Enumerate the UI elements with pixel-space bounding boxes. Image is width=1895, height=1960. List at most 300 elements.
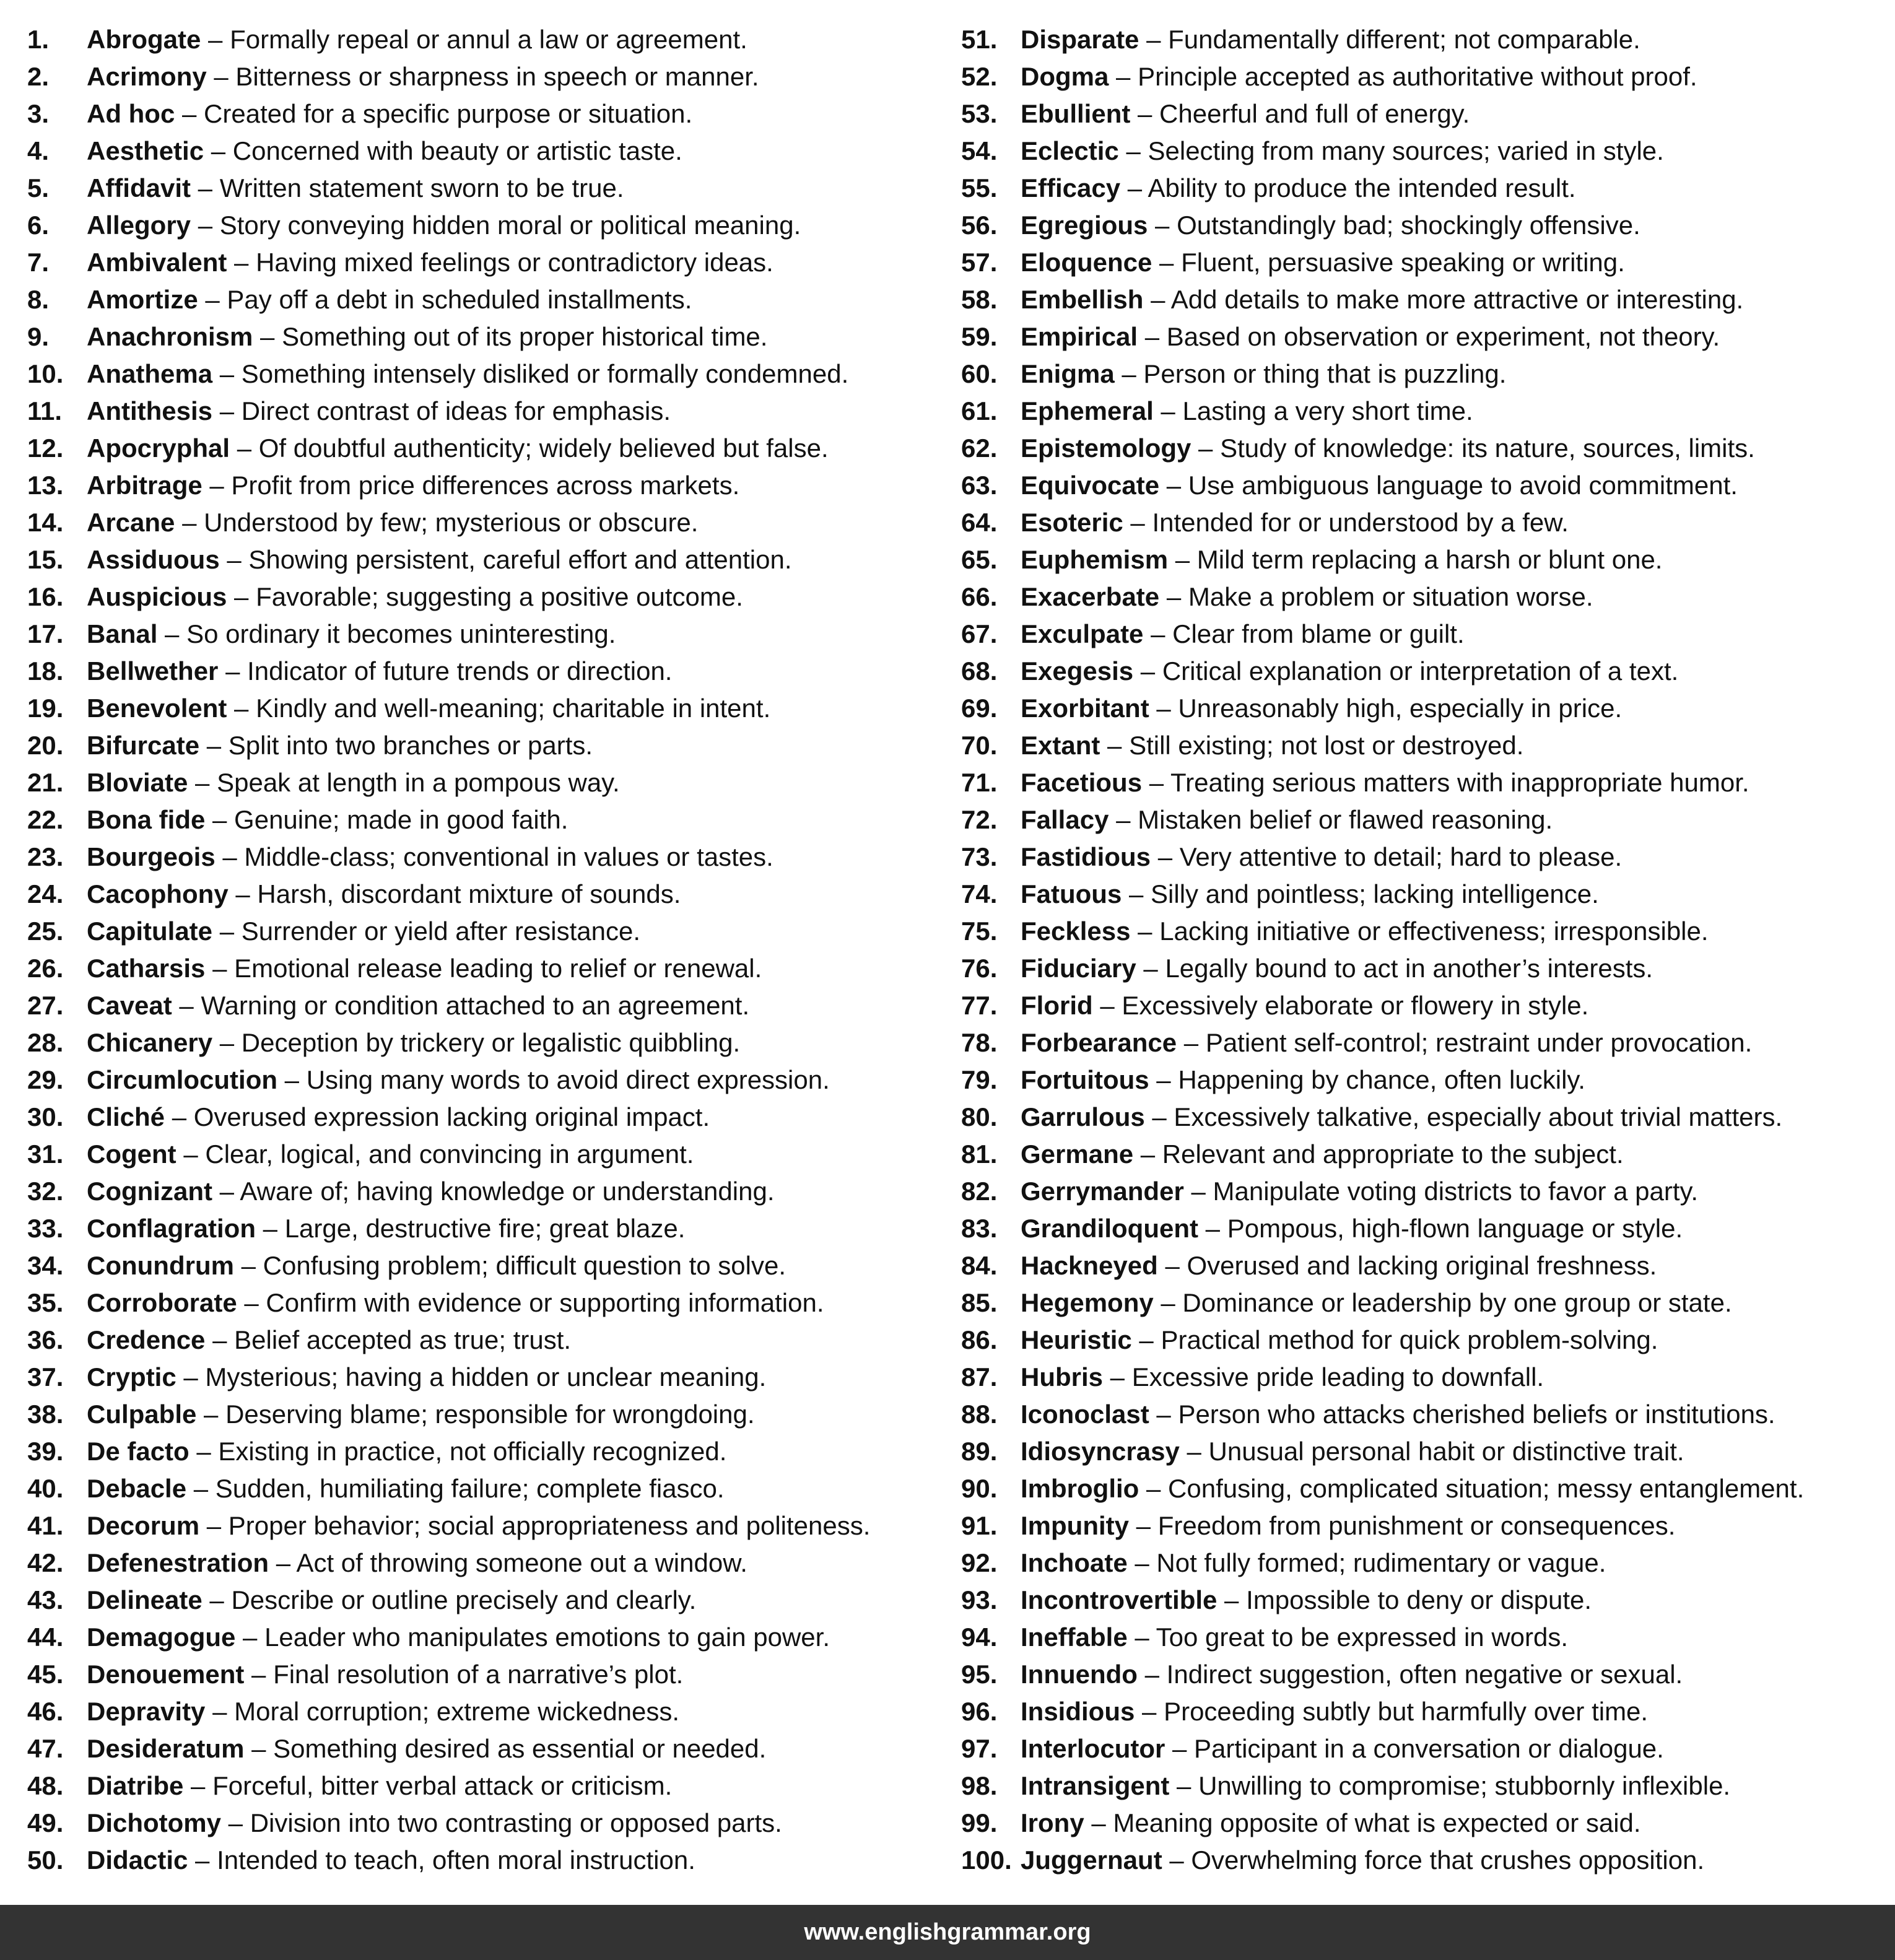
item-number: 80. bbox=[961, 1102, 998, 1131]
item-term: Incontrovertible bbox=[1021, 1585, 1218, 1614]
list-item bbox=[27, 838, 956, 876]
item-separator: – bbox=[191, 173, 220, 203]
item-number: 12. bbox=[27, 433, 64, 463]
list-item bbox=[961, 1656, 1890, 1693]
item-term: Hegemony bbox=[1021, 1288, 1154, 1317]
item-number: 37. bbox=[27, 1362, 64, 1392]
item-term: De facto bbox=[87, 1437, 190, 1466]
item-definition: Showing persistent, careful effort and attention. bbox=[248, 545, 792, 574]
item-term: Arbitrage bbox=[87, 471, 203, 500]
item-text bbox=[1021, 1322, 1658, 1359]
item-separator: – bbox=[205, 1325, 235, 1354]
item-term: Auspicious bbox=[87, 582, 227, 611]
item-number: 46. bbox=[27, 1697, 64, 1726]
item-text bbox=[1021, 207, 1640, 244]
item-definition: Treating serious matters with inappropriate humor. bbox=[1170, 768, 1749, 797]
item-number: 18. bbox=[27, 656, 64, 686]
item-number: 82. bbox=[961, 1177, 998, 1206]
item-number: 75. bbox=[961, 917, 998, 946]
item-term: Debacle bbox=[87, 1474, 187, 1503]
item-term: Feckless bbox=[1021, 917, 1131, 946]
item-separator: – bbox=[165, 1102, 194, 1131]
item-term: Eloquence bbox=[1021, 248, 1152, 277]
item-separator: – bbox=[212, 1028, 242, 1057]
list-item bbox=[961, 1805, 1890, 1842]
item-number: 42. bbox=[27, 1548, 64, 1577]
item-separator: – bbox=[1162, 1845, 1191, 1875]
list-item bbox=[961, 1582, 1890, 1619]
item-number: 73. bbox=[961, 842, 998, 871]
item-text bbox=[1021, 1805, 1641, 1842]
item-definition: Add details to make more attractive or interesting. bbox=[1170, 285, 1744, 314]
list-item bbox=[961, 504, 1890, 541]
item-separator: – bbox=[1149, 1400, 1178, 1429]
item-text bbox=[87, 318, 767, 355]
item-number: 69. bbox=[961, 694, 998, 723]
item-number: 19. bbox=[27, 694, 64, 723]
item-number: 97. bbox=[961, 1734, 998, 1763]
list-item bbox=[27, 1284, 956, 1322]
item-number: 56. bbox=[961, 211, 998, 240]
list-item bbox=[961, 467, 1890, 504]
item-text bbox=[1021, 1284, 1732, 1322]
item-definition: Favorable; suggesting a positive outcome. bbox=[256, 582, 743, 611]
list-item bbox=[961, 1396, 1890, 1433]
list-item bbox=[27, 1730, 956, 1767]
item-term: Conflagration bbox=[87, 1214, 256, 1243]
list-item bbox=[961, 170, 1890, 207]
item-number: 70. bbox=[961, 731, 998, 760]
item-number: 43. bbox=[27, 1585, 64, 1614]
item-term: Interlocutor bbox=[1021, 1734, 1165, 1763]
item-definition: Excessively elaborate or flowery in style. bbox=[1122, 991, 1589, 1020]
item-text bbox=[87, 1173, 775, 1210]
item-text bbox=[87, 801, 568, 838]
item-text bbox=[1021, 1210, 1683, 1247]
list-item bbox=[961, 318, 1890, 355]
item-separator: – bbox=[199, 1511, 229, 1540]
list-item bbox=[27, 21, 956, 58]
item-separator: – bbox=[212, 396, 242, 425]
item-text bbox=[87, 1061, 830, 1099]
item-text bbox=[87, 1656, 683, 1693]
item-term: Culpable bbox=[87, 1400, 197, 1429]
list-item bbox=[961, 1322, 1890, 1359]
list-item bbox=[961, 838, 1890, 876]
item-number: 85. bbox=[961, 1288, 998, 1317]
item-definition: Pay off a debt in scheduled installments. bbox=[227, 285, 692, 314]
item-definition: Aware of; having knowledge or understanding. bbox=[240, 1177, 775, 1206]
item-text bbox=[87, 1099, 710, 1136]
item-separator: – bbox=[1149, 694, 1178, 723]
item-term: Efficacy bbox=[1021, 173, 1121, 203]
list-item bbox=[961, 1693, 1890, 1730]
item-number: 40. bbox=[27, 1474, 64, 1503]
item-definition: Direct contrast of ideas for emphasis. bbox=[241, 396, 671, 425]
list-item bbox=[27, 430, 956, 467]
item-number: 30. bbox=[27, 1102, 64, 1131]
item-text bbox=[1021, 58, 1697, 95]
item-number: 67. bbox=[961, 619, 998, 648]
item-definition: Fluent, persuasive speaking or writing. bbox=[1181, 248, 1625, 277]
list-item bbox=[27, 355, 956, 393]
list-item bbox=[27, 1136, 956, 1173]
item-term: Impunity bbox=[1021, 1511, 1129, 1540]
item-separator: – bbox=[1133, 656, 1162, 686]
item-text bbox=[1021, 913, 1709, 950]
item-definition: Still existing; not lost or destroyed. bbox=[1129, 731, 1524, 760]
item-separator: – bbox=[1183, 1177, 1213, 1206]
item-definition: Person or thing that is puzzling. bbox=[1143, 359, 1507, 388]
item-text bbox=[87, 653, 672, 690]
list-item bbox=[27, 913, 956, 950]
item-term: Juggernaut bbox=[1021, 1845, 1162, 1875]
item-term: Didactic bbox=[87, 1845, 188, 1875]
list-item bbox=[27, 764, 956, 801]
item-separator: – bbox=[1148, 211, 1177, 240]
item-text bbox=[1021, 838, 1622, 876]
item-separator: – bbox=[1109, 62, 1138, 91]
item-term: Fiduciary bbox=[1021, 954, 1136, 983]
item-number: 28. bbox=[27, 1028, 64, 1057]
item-separator: – bbox=[244, 1734, 274, 1763]
item-term: Bifurcate bbox=[87, 731, 200, 760]
item-definition: Overwhelming force that crushes opposition. bbox=[1191, 1845, 1705, 1875]
item-separator: – bbox=[1118, 136, 1148, 165]
item-separator: – bbox=[277, 1065, 307, 1094]
item-text bbox=[1021, 95, 1470, 133]
item-term: Bourgeois bbox=[87, 842, 216, 871]
item-text bbox=[1021, 1619, 1568, 1656]
item-definition: Silly and pointless; lacking intelligence. bbox=[1151, 879, 1599, 908]
item-definition: Created for a specific purpose or situation. bbox=[204, 99, 693, 128]
item-number: 29. bbox=[27, 1065, 64, 1094]
item-text bbox=[87, 207, 801, 244]
item-term: Affidavit bbox=[87, 173, 191, 203]
item-definition: Story conveying hidden moral or political meaning. bbox=[219, 211, 801, 240]
item-text bbox=[1021, 1024, 1752, 1061]
item-number: 49. bbox=[27, 1808, 64, 1837]
item-separator: – bbox=[219, 545, 249, 574]
item-separator: – bbox=[206, 62, 236, 91]
item-number: 54. bbox=[961, 136, 998, 165]
list-item bbox=[961, 58, 1890, 95]
item-term: Euphemism bbox=[1021, 545, 1169, 574]
item-definition: Concerned with beauty or artistic taste. bbox=[232, 136, 682, 165]
item-term: Germane bbox=[1021, 1139, 1134, 1169]
item-text bbox=[1021, 504, 1569, 541]
item-term: Fallacy bbox=[1021, 805, 1109, 834]
item-text bbox=[1021, 1247, 1657, 1284]
item-definition: Middle-class; conventional in values or tastes. bbox=[244, 842, 773, 871]
item-separator: – bbox=[1127, 1548, 1157, 1577]
item-term: Innuendo bbox=[1021, 1660, 1138, 1689]
item-separator: – bbox=[175, 508, 204, 537]
item-number: 84. bbox=[961, 1251, 998, 1280]
list-item bbox=[961, 1024, 1890, 1061]
left-column bbox=[27, 21, 956, 1879]
item-text bbox=[1021, 1544, 1606, 1582]
item-separator: – bbox=[1153, 396, 1183, 425]
list-item bbox=[961, 950, 1890, 987]
item-text bbox=[87, 1396, 755, 1433]
list-item bbox=[27, 727, 956, 764]
item-text bbox=[1021, 355, 1506, 393]
item-text bbox=[87, 541, 792, 578]
item-number: 61. bbox=[961, 396, 998, 425]
item-text bbox=[1021, 1582, 1592, 1619]
item-number: 17. bbox=[27, 619, 64, 648]
item-definition: Large, destructive fire; great blaze. bbox=[284, 1214, 686, 1243]
item-term: Insidious bbox=[1021, 1697, 1135, 1726]
item-term: Assiduous bbox=[87, 545, 220, 574]
item-term: Benevolent bbox=[87, 694, 227, 723]
item-text bbox=[1021, 1396, 1775, 1433]
item-term: Dogma bbox=[1021, 62, 1109, 91]
item-definition: Written statement sworn to be true. bbox=[219, 173, 624, 203]
item-separator: – bbox=[1120, 173, 1148, 203]
item-number: 64. bbox=[961, 508, 998, 537]
item-term: Eclectic bbox=[1021, 136, 1119, 165]
item-separator: – bbox=[188, 1845, 217, 1875]
item-text bbox=[1021, 1136, 1624, 1173]
item-term: Antithesis bbox=[87, 396, 213, 425]
item-separator: – bbox=[205, 1697, 235, 1726]
item-text bbox=[1021, 1842, 1704, 1879]
list-item bbox=[27, 1805, 956, 1842]
item-term: Chicanery bbox=[87, 1028, 213, 1057]
list-item bbox=[27, 1842, 956, 1879]
item-definition: Kindly and well-meaning; charitable in intent. bbox=[256, 694, 771, 723]
item-separator: – bbox=[212, 359, 242, 388]
item-definition: Very attentive to detail; hard to please. bbox=[1179, 842, 1623, 871]
item-term: Exculpate bbox=[1021, 619, 1144, 648]
item-number: 4. bbox=[27, 136, 50, 165]
list-item bbox=[27, 1061, 956, 1099]
list-item bbox=[961, 1544, 1890, 1582]
item-separator: – bbox=[228, 879, 258, 908]
list-item bbox=[27, 244, 956, 281]
list-item bbox=[27, 1433, 956, 1470]
item-number: 68. bbox=[961, 656, 998, 686]
item-definition: Something desired as essential or needed. bbox=[273, 1734, 767, 1763]
item-definition: Confusing problem; difficult question to solve. bbox=[263, 1251, 786, 1280]
list-item bbox=[961, 1284, 1890, 1322]
item-term: Garrulous bbox=[1021, 1102, 1145, 1131]
item-number: 77. bbox=[961, 991, 998, 1020]
item-number: 11. bbox=[27, 396, 63, 425]
item-definition: Too great to be expressed in words. bbox=[1156, 1622, 1569, 1652]
item-separator: – bbox=[1157, 1251, 1187, 1280]
item-text bbox=[1021, 1470, 1804, 1507]
item-number: 10. bbox=[27, 359, 64, 388]
item-number: 86. bbox=[961, 1325, 998, 1354]
list-item bbox=[27, 578, 956, 616]
item-term: Inchoate bbox=[1021, 1548, 1128, 1577]
item-term: Corroborate bbox=[87, 1288, 237, 1317]
item-term: Desideratum bbox=[87, 1734, 245, 1763]
item-text bbox=[87, 1693, 679, 1730]
item-number: 6. bbox=[27, 211, 50, 240]
item-term: Diatribe bbox=[87, 1771, 184, 1800]
item-term: Cliché bbox=[87, 1102, 165, 1131]
item-definition: Surrender or yield after resistance. bbox=[241, 917, 641, 946]
item-definition: Mild term replacing a harsh or blunt one. bbox=[1196, 545, 1663, 574]
footer-bar bbox=[0, 1905, 1895, 1960]
item-definition: Critical explanation or interpretation of a text. bbox=[1162, 656, 1679, 686]
item-text bbox=[1021, 727, 1523, 764]
item-number: 99. bbox=[961, 1808, 998, 1837]
item-text bbox=[1021, 430, 1755, 467]
list-item bbox=[27, 1767, 956, 1805]
item-text bbox=[87, 727, 593, 764]
item-number: 95. bbox=[961, 1660, 998, 1689]
list-item bbox=[27, 133, 956, 170]
item-separator: – bbox=[205, 805, 235, 834]
item-separator: – bbox=[176, 1139, 206, 1169]
item-text bbox=[87, 95, 692, 133]
item-text bbox=[87, 170, 624, 207]
item-number: 59. bbox=[961, 322, 998, 351]
item-definition: Clear from blame or guilt. bbox=[1172, 619, 1465, 648]
item-term: Forbearance bbox=[1021, 1028, 1177, 1057]
item-text bbox=[87, 21, 747, 58]
list-item bbox=[961, 876, 1890, 913]
list-item bbox=[961, 987, 1890, 1024]
item-separator: – bbox=[1092, 991, 1122, 1020]
list-item bbox=[961, 727, 1890, 764]
item-term: Cacophony bbox=[87, 879, 229, 908]
item-text bbox=[1021, 876, 1599, 913]
item-term: Grandiloquent bbox=[1021, 1214, 1198, 1243]
item-term: Amortize bbox=[87, 285, 198, 314]
list-item bbox=[27, 653, 956, 690]
item-number: 94. bbox=[961, 1622, 998, 1652]
list-item bbox=[27, 1396, 956, 1433]
item-term: Extant bbox=[1021, 731, 1100, 760]
item-definition: Final resolution of a narrative’s plot. bbox=[273, 1660, 684, 1689]
item-number: 23. bbox=[27, 842, 64, 871]
item-definition: Dominance or leadership by one group or state. bbox=[1182, 1288, 1732, 1317]
item-term: Fastidious bbox=[1021, 842, 1151, 871]
list-item bbox=[961, 244, 1890, 281]
item-separator: – bbox=[1151, 842, 1180, 871]
item-separator: – bbox=[205, 954, 235, 983]
item-text bbox=[1021, 950, 1653, 987]
item-number: 34. bbox=[27, 1251, 64, 1280]
list-item bbox=[961, 1210, 1890, 1247]
item-definition: Something intensely disliked or formally condemned. bbox=[241, 359, 849, 388]
item-text bbox=[1021, 244, 1625, 281]
item-number: 71. bbox=[961, 768, 998, 797]
item-separator: – bbox=[1139, 1474, 1169, 1503]
item-number: 60. bbox=[961, 359, 998, 388]
item-text bbox=[1021, 1359, 1544, 1396]
item-separator: – bbox=[269, 1548, 297, 1577]
item-text bbox=[87, 1767, 672, 1805]
item-text bbox=[1021, 987, 1588, 1024]
item-number: 24. bbox=[27, 879, 64, 908]
list-item bbox=[961, 95, 1890, 133]
list-item bbox=[961, 764, 1890, 801]
item-term: Facetious bbox=[1021, 768, 1143, 797]
list-item bbox=[27, 801, 956, 838]
list-item bbox=[961, 690, 1890, 727]
list-item bbox=[27, 1247, 956, 1284]
item-separator: – bbox=[1139, 25, 1169, 54]
item-separator: – bbox=[198, 285, 227, 314]
item-number: 44. bbox=[27, 1622, 64, 1652]
item-text bbox=[87, 690, 770, 727]
item-term: Demagogue bbox=[87, 1622, 236, 1652]
item-definition: Ability to produce the intended result. bbox=[1148, 173, 1576, 203]
item-number: 25. bbox=[27, 917, 64, 946]
item-definition: Selecting from many sources; varied in style. bbox=[1148, 136, 1664, 165]
item-text bbox=[1021, 578, 1593, 616]
item-number: 65. bbox=[961, 545, 998, 574]
list-item bbox=[961, 1470, 1890, 1507]
item-term: Arcane bbox=[87, 508, 175, 537]
item-definition: Principle accepted as authoritative without proof. bbox=[1138, 62, 1697, 91]
item-separator: – bbox=[1100, 731, 1130, 760]
item-text bbox=[87, 1210, 685, 1247]
item-separator: – bbox=[227, 582, 256, 611]
item-definition: Unreasonably high, especially in price. bbox=[1178, 694, 1623, 723]
item-number: 58. bbox=[961, 285, 998, 314]
item-text bbox=[87, 1730, 766, 1767]
item-term: Exorbitant bbox=[1021, 694, 1149, 723]
item-term: Conundrum bbox=[87, 1251, 234, 1280]
list-item bbox=[27, 1470, 956, 1507]
list-item bbox=[961, 1433, 1890, 1470]
item-separator: – bbox=[1130, 99, 1160, 128]
item-term: Enigma bbox=[1021, 359, 1115, 388]
item-term: Banal bbox=[87, 619, 158, 648]
item-separator: – bbox=[176, 1362, 206, 1392]
item-separator: – bbox=[191, 211, 220, 240]
item-definition: Study of knowledge: its nature, sources, limits. bbox=[1220, 433, 1755, 463]
list-item bbox=[27, 504, 956, 541]
item-text bbox=[87, 1433, 726, 1470]
item-number: 89. bbox=[961, 1437, 998, 1466]
item-separator: – bbox=[227, 248, 256, 277]
list-item bbox=[27, 1173, 956, 1210]
item-definition: Existing in practice, not officially recognized. bbox=[218, 1437, 727, 1466]
list-item bbox=[27, 950, 956, 987]
item-term: Hackneyed bbox=[1021, 1251, 1158, 1280]
item-separator: – bbox=[196, 1400, 226, 1429]
item-term: Decorum bbox=[87, 1511, 200, 1540]
item-text bbox=[1021, 1099, 1782, 1136]
list-item bbox=[27, 1322, 956, 1359]
item-number: 27. bbox=[27, 991, 64, 1020]
item-term: Credence bbox=[87, 1325, 206, 1354]
item-definition: Impossible to deny or dispute. bbox=[1246, 1585, 1592, 1614]
item-term: Circumlocution bbox=[87, 1065, 278, 1094]
item-term: Ebullient bbox=[1021, 99, 1131, 128]
item-definition: Intended for or understood by a few. bbox=[1152, 508, 1569, 537]
item-text bbox=[1021, 21, 1640, 58]
item-term: Idiosyncrasy bbox=[1021, 1437, 1180, 1466]
item-text bbox=[1021, 1173, 1698, 1210]
item-separator: – bbox=[1136, 954, 1165, 983]
item-text bbox=[87, 764, 620, 801]
item-definition: Split into two branches or parts. bbox=[228, 731, 593, 760]
item-number: 33. bbox=[27, 1214, 64, 1243]
list-item bbox=[27, 1693, 956, 1730]
item-term: Allegory bbox=[87, 211, 191, 240]
item-separator: – bbox=[1138, 322, 1167, 351]
